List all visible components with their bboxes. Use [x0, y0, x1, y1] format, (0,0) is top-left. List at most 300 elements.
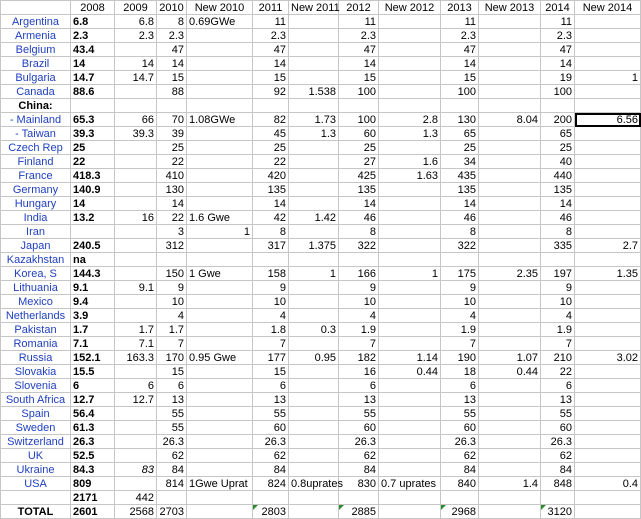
cell-new-2011[interactable]: 1.375	[289, 239, 339, 253]
cell-2011[interactable]	[253, 99, 289, 113]
cell-2012[interactable]: 425	[339, 169, 379, 183]
cell-2008[interactable]: 84.3	[71, 463, 115, 477]
cell-2008[interactable]: 7.1	[71, 337, 115, 351]
cell-new-2013[interactable]	[479, 323, 541, 337]
cell-2014[interactable]: 40	[541, 155, 575, 169]
cell-2008[interactable]: 418.3	[71, 169, 115, 183]
cell-2008[interactable]: 56.4	[71, 407, 115, 421]
cell-new-2011[interactable]: 1	[289, 267, 339, 281]
cell-2014[interactable]: 47	[541, 43, 575, 57]
cell-new-2010[interactable]	[187, 197, 253, 211]
cell-new-2012[interactable]	[379, 379, 441, 393]
cell-new-2010[interactable]	[187, 155, 253, 169]
cell-new-2010[interactable]	[187, 43, 253, 57]
cell-new-2010[interactable]	[187, 309, 253, 323]
cell-2011[interactable]: 15	[253, 71, 289, 85]
cell-2014[interactable]: 440	[541, 169, 575, 183]
cell-2012[interactable]	[339, 99, 379, 113]
cell-new-2012[interactable]: 0.7 uprates	[379, 477, 441, 491]
cell-2010[interactable]: 1.7	[157, 323, 187, 337]
cell-2012[interactable]: 100	[339, 85, 379, 99]
cell-new-2013[interactable]: 0.44	[479, 365, 541, 379]
cell-new-2010[interactable]	[187, 99, 253, 113]
cell-new-2011[interactable]: 0.8uprates	[289, 477, 339, 491]
cell-new-2011[interactable]	[289, 281, 339, 295]
cell-2008[interactable]	[71, 225, 115, 239]
cell-2013[interactable]: 25	[441, 141, 479, 155]
country-cell[interactable]: Belgium	[1, 43, 71, 57]
cell-2009[interactable]	[115, 183, 157, 197]
cell-new-2014[interactable]	[575, 435, 641, 449]
cell-2011[interactable]: 8	[253, 225, 289, 239]
cell-2008[interactable]: 6	[71, 379, 115, 393]
country-cell[interactable]: Spain	[1, 407, 71, 421]
cell-2009[interactable]: 16	[115, 211, 157, 225]
cell-2009[interactable]	[115, 99, 157, 113]
cell-2014[interactable]: 25	[541, 141, 575, 155]
cell-new-2010[interactable]	[187, 407, 253, 421]
country-cell[interactable]: Lithuania	[1, 281, 71, 295]
cell-new-2010[interactable]	[187, 379, 253, 393]
cell-new-2012[interactable]: 1.6	[379, 155, 441, 169]
cell-2008[interactable]: 9.4	[71, 295, 115, 309]
cell-2012[interactable]: 27	[339, 155, 379, 169]
cell-new-2012[interactable]	[379, 421, 441, 435]
cell-new-2010[interactable]	[187, 337, 253, 351]
cell-new-2012[interactable]	[379, 505, 441, 519]
cell-new-2011[interactable]	[289, 197, 339, 211]
cell-2010[interactable]: 13	[157, 393, 187, 407]
cell-2010[interactable]: 55	[157, 407, 187, 421]
column-header-new-2013[interactable]: New 2013	[479, 1, 541, 15]
cell-new-2013[interactable]	[479, 421, 541, 435]
cell-2014[interactable]: 19	[541, 71, 575, 85]
cell-2008[interactable]: 22	[71, 155, 115, 169]
cell-new-2010[interactable]: 1Gwe Uprat	[187, 477, 253, 491]
cell-2013[interactable]: 840	[441, 477, 479, 491]
cell-2010[interactable]: 2.3	[157, 29, 187, 43]
cell-2009[interactable]	[115, 309, 157, 323]
cell-new-2014[interactable]	[575, 15, 641, 29]
cell-new-2012[interactable]	[379, 99, 441, 113]
cell-new-2014[interactable]: 1	[575, 71, 641, 85]
column-header-new-2012[interactable]: New 2012	[379, 1, 441, 15]
cell-new-2013[interactable]	[479, 393, 541, 407]
cell-2014[interactable]	[541, 491, 575, 505]
cell-2013[interactable]: 2.3	[441, 29, 479, 43]
cell-2009[interactable]	[115, 295, 157, 309]
cell-new-2012[interactable]	[379, 393, 441, 407]
cell-new-2014[interactable]	[575, 85, 641, 99]
cell-new-2010[interactable]	[187, 295, 253, 309]
cell-new-2013[interactable]	[479, 197, 541, 211]
cell-new-2013[interactable]	[479, 183, 541, 197]
country-cell[interactable]: Armenia	[1, 29, 71, 43]
cell-new-2013[interactable]	[479, 43, 541, 57]
cell-2013[interactable]: 47	[441, 43, 479, 57]
cell-new-2011[interactable]	[289, 225, 339, 239]
cell-2010[interactable]: 7	[157, 337, 187, 351]
cell-new-2012[interactable]	[379, 183, 441, 197]
cell-2013[interactable]: 34	[441, 155, 479, 169]
cell-new-2011[interactable]	[289, 15, 339, 29]
cell-2012[interactable]: 8	[339, 225, 379, 239]
country-cell[interactable]: Czech Rep	[1, 141, 71, 155]
cell-new-2011[interactable]	[289, 421, 339, 435]
cell-2014[interactable]	[541, 253, 575, 267]
cell-new-2012[interactable]	[379, 197, 441, 211]
cell-2010[interactable]: 88	[157, 85, 187, 99]
cell-2009[interactable]: 9.1	[115, 281, 157, 295]
cell-2010[interactable]: 130	[157, 183, 187, 197]
cell-2011[interactable]: 55	[253, 407, 289, 421]
cell-2010[interactable]: 25	[157, 141, 187, 155]
column-header-new-2011[interactable]: New 2011	[289, 1, 339, 15]
cell-new-2013[interactable]	[479, 127, 541, 141]
cell-new-2013[interactable]	[479, 29, 541, 43]
cell-2008[interactable]: 14	[71, 57, 115, 71]
cell-2009[interactable]	[115, 169, 157, 183]
cell-new-2012[interactable]	[379, 449, 441, 463]
cell-2010[interactable]: 39	[157, 127, 187, 141]
country-cell[interactable]: Canada	[1, 85, 71, 99]
country-cell[interactable]: Ukraine	[1, 463, 71, 477]
column-header-new-2014[interactable]: New 2014	[575, 1, 641, 15]
cell-2013[interactable]: 26.3	[441, 435, 479, 449]
cell-2011[interactable]: 158	[253, 267, 289, 281]
cell-new-2014[interactable]	[575, 337, 641, 351]
cell-new-2011[interactable]	[289, 183, 339, 197]
cell-2014[interactable]: 4	[541, 309, 575, 323]
column-header-2012[interactable]: 2012	[339, 1, 379, 15]
cell-2011[interactable]: 82	[253, 113, 289, 127]
country-cell[interactable]: - Mainland	[1, 113, 71, 127]
cell-2014[interactable]: 13	[541, 393, 575, 407]
cell-2009[interactable]	[115, 421, 157, 435]
cell-2011[interactable]: 26.3	[253, 435, 289, 449]
cell-2014[interactable]: 22	[541, 365, 575, 379]
cell-new-2010[interactable]	[187, 505, 253, 519]
cell-2011[interactable]: 42	[253, 211, 289, 225]
cell-2011[interactable]: 25	[253, 141, 289, 155]
cell-2008[interactable]: 2.3	[71, 29, 115, 43]
country-cell[interactable]: India	[1, 211, 71, 225]
cell-new-2012[interactable]	[379, 29, 441, 43]
cell-2013[interactable]: 435	[441, 169, 479, 183]
cell-new-2013[interactable]	[479, 379, 541, 393]
cell-2010[interactable]: 47	[157, 43, 187, 57]
cell-2008[interactable]: 809	[71, 477, 115, 491]
cell-2010[interactable]: 2703	[157, 505, 187, 519]
cell-2013[interactable]: 65	[441, 127, 479, 141]
cell-2009[interactable]	[115, 435, 157, 449]
cell-2009[interactable]: 2.3	[115, 29, 157, 43]
cell-2008[interactable]: 65.3	[71, 113, 115, 127]
cell-2009[interactable]: 6	[115, 379, 157, 393]
cell-2010[interactable]: 6	[157, 379, 187, 393]
cell-2010[interactable]: 814	[157, 477, 187, 491]
cell-2012[interactable]: 182	[339, 351, 379, 365]
cell-2012[interactable]: 62	[339, 449, 379, 463]
cell-new-2012[interactable]	[379, 57, 441, 71]
cell-2009[interactable]	[115, 155, 157, 169]
cell-2013[interactable]: 8	[441, 225, 479, 239]
cell-new-2010[interactable]: 1.6 Gwe	[187, 211, 253, 225]
country-cell[interactable]: Romania	[1, 337, 71, 351]
cell-new-2012[interactable]: 1.63	[379, 169, 441, 183]
cell-2010[interactable]: 22	[157, 211, 187, 225]
cell-2013[interactable]: 130	[441, 113, 479, 127]
cell-2013[interactable]: 100	[441, 85, 479, 99]
cell-new-2014[interactable]	[575, 463, 641, 477]
cell-new-2012[interactable]	[379, 71, 441, 85]
cell-2012[interactable]: 6	[339, 379, 379, 393]
cell-new-2013[interactable]	[479, 449, 541, 463]
cell-2010[interactable]: 3	[157, 225, 187, 239]
country-cell[interactable]: - Taiwan	[1, 127, 71, 141]
column-header-2011[interactable]: 2011	[253, 1, 289, 15]
cell-2011[interactable]: 60	[253, 421, 289, 435]
cell-new-2010[interactable]	[187, 29, 253, 43]
cell-2008[interactable]: 140.9	[71, 183, 115, 197]
cell-2008[interactable]: 240.5	[71, 239, 115, 253]
cell-2012[interactable]: 322	[339, 239, 379, 253]
cell-new-2014[interactable]	[575, 295, 641, 309]
cell-new-2011[interactable]	[289, 379, 339, 393]
country-cell[interactable]: Brazil	[1, 57, 71, 71]
cell-new-2010[interactable]: 0.95 Gwe	[187, 351, 253, 365]
cell-2008[interactable]: 88.6	[71, 85, 115, 99]
cell-2014[interactable]: 65	[541, 127, 575, 141]
cell-2008[interactable]: 12.7	[71, 393, 115, 407]
country-cell[interactable]: Netherlands	[1, 309, 71, 323]
cell-2013[interactable]: 62	[441, 449, 479, 463]
cell-new-2011[interactable]: 1.3	[289, 127, 339, 141]
cell-2013[interactable]	[441, 99, 479, 113]
cell-2014[interactable]: 14	[541, 197, 575, 211]
country-cell[interactable]: Kazakhstan	[1, 253, 71, 267]
cell-new-2014[interactable]	[575, 253, 641, 267]
cell-new-2012[interactable]	[379, 43, 441, 57]
cell-2008[interactable]	[71, 99, 115, 113]
cell-new-2013[interactable]	[479, 85, 541, 99]
cell-new-2011[interactable]	[289, 463, 339, 477]
cell-2010[interactable]: 14	[157, 57, 187, 71]
cell-2011[interactable]: 4	[253, 309, 289, 323]
cell-2009[interactable]	[115, 43, 157, 57]
cell-new-2012[interactable]	[379, 15, 441, 29]
country-cell[interactable]: Germany	[1, 183, 71, 197]
cell-2012[interactable]: 15	[339, 71, 379, 85]
cell-new-2013[interactable]	[479, 281, 541, 295]
cell-2014[interactable]: 46	[541, 211, 575, 225]
column-header-country[interactable]	[1, 1, 71, 15]
cell-2010[interactable]: 26.3	[157, 435, 187, 449]
cell-2009[interactable]	[115, 477, 157, 491]
cell-2011[interactable]: 47	[253, 43, 289, 57]
cell-new-2011[interactable]: 1.42	[289, 211, 339, 225]
cell-new-2013[interactable]	[479, 155, 541, 169]
cell-new-2010[interactable]	[187, 85, 253, 99]
cell-new-2012[interactable]: 1	[379, 267, 441, 281]
cell-new-2010[interactable]	[187, 435, 253, 449]
cell-2010[interactable]: 22	[157, 155, 187, 169]
cell-2012[interactable]: 100	[339, 113, 379, 127]
cell-new-2010[interactable]	[187, 169, 253, 183]
column-header-new-2010[interactable]: New 2010	[187, 1, 253, 15]
cell-2011[interactable]: 2.3	[253, 29, 289, 43]
cell-new-2011[interactable]	[289, 57, 339, 71]
cell-2013[interactable]: 14	[441, 197, 479, 211]
cell-new-2010[interactable]	[187, 281, 253, 295]
cell-2012[interactable]: 55	[339, 407, 379, 421]
cell-2010[interactable]: 170	[157, 351, 187, 365]
cell-new-2011[interactable]	[289, 29, 339, 43]
cell-2008[interactable]: 6.8	[71, 15, 115, 29]
cell-new-2014[interactable]	[575, 365, 641, 379]
cell-new-2014[interactable]	[575, 99, 641, 113]
cell-2008[interactable]: 61.3	[71, 421, 115, 435]
cell-2008[interactable]: 13.2	[71, 211, 115, 225]
cell-2014[interactable]: 14	[541, 57, 575, 71]
cell-new-2012[interactable]: 1.14	[379, 351, 441, 365]
cell-new-2010[interactable]: 1.08GWe	[187, 113, 253, 127]
cell-2010[interactable]: 10	[157, 295, 187, 309]
cell-2010[interactable]: 312	[157, 239, 187, 253]
cell-new-2011[interactable]	[289, 365, 339, 379]
cell-2012[interactable]: 16	[339, 365, 379, 379]
cell-2009[interactable]: 6.8	[115, 15, 157, 29]
country-cell[interactable]: Sweden	[1, 421, 71, 435]
cell-2011[interactable]: 92	[253, 85, 289, 99]
cell-new-2014[interactable]	[575, 323, 641, 337]
cell-new-2014[interactable]: 3.02	[575, 351, 641, 365]
cell-2012[interactable]	[339, 253, 379, 267]
cell-new-2012[interactable]	[379, 309, 441, 323]
cell-2012[interactable]: 46	[339, 211, 379, 225]
cell-new-2014[interactable]	[575, 393, 641, 407]
cell-new-2012[interactable]	[379, 491, 441, 505]
cell-2012[interactable]: 60	[339, 127, 379, 141]
cell-2013[interactable]: 9	[441, 281, 479, 295]
column-header-2014[interactable]: 2014	[541, 1, 575, 15]
cell-2012[interactable]: 25	[339, 141, 379, 155]
cell-new-2012[interactable]: 2.8	[379, 113, 441, 127]
cell-2013[interactable]: 175	[441, 267, 479, 281]
cell-new-2011[interactable]	[289, 141, 339, 155]
cell-2010[interactable]: 150	[157, 267, 187, 281]
cell-2012[interactable]: 135	[339, 183, 379, 197]
cell-new-2010[interactable]	[187, 365, 253, 379]
cell-new-2013[interactable]	[479, 15, 541, 29]
country-cell[interactable]: Slovakia	[1, 365, 71, 379]
cell-new-2013[interactable]	[479, 169, 541, 183]
cell-2014[interactable]: 197	[541, 267, 575, 281]
cell-new-2010[interactable]	[187, 323, 253, 337]
cell-2009[interactable]	[115, 197, 157, 211]
cell-new-2014[interactable]	[575, 141, 641, 155]
cell-2014[interactable]: 200	[541, 113, 575, 127]
cell-2014[interactable]: 100	[541, 85, 575, 99]
cell-new-2013[interactable]	[479, 141, 541, 155]
cell-new-2013[interactable]	[479, 211, 541, 225]
cell-2011[interactable]: 824	[253, 477, 289, 491]
cell-new-2010[interactable]: 0.69GWe	[187, 15, 253, 29]
cell-new-2010[interactable]	[187, 253, 253, 267]
cell-2011[interactable]	[253, 491, 289, 505]
cell-new-2011[interactable]	[289, 309, 339, 323]
cell-new-2013[interactable]	[479, 337, 541, 351]
cell-new-2014[interactable]: 6.56	[575, 113, 641, 127]
cell-new-2012[interactable]	[379, 337, 441, 351]
country-cell[interactable]: Slovenia	[1, 379, 71, 393]
cell-2009[interactable]: 7.1	[115, 337, 157, 351]
column-header-2010[interactable]: 2010	[157, 1, 187, 15]
column-header-2009[interactable]: 2009	[115, 1, 157, 15]
cell-new-2013[interactable]	[479, 253, 541, 267]
cell-2013[interactable]: 10	[441, 295, 479, 309]
cell-2014[interactable]: 210	[541, 351, 575, 365]
cell-2009[interactable]: 442	[115, 491, 157, 505]
cell-2008[interactable]: 14	[71, 197, 115, 211]
cell-2014[interactable]: 9	[541, 281, 575, 295]
cell-2012[interactable]: 9	[339, 281, 379, 295]
country-cell[interactable]: South Africa	[1, 393, 71, 407]
cell-new-2011[interactable]	[289, 435, 339, 449]
cell-2011[interactable]: 177	[253, 351, 289, 365]
cell-new-2010[interactable]	[187, 71, 253, 85]
cell-2008[interactable]: 3.9	[71, 309, 115, 323]
cell-2013[interactable]	[441, 253, 479, 267]
cell-new-2011[interactable]	[289, 337, 339, 351]
cell-2012[interactable]: 47	[339, 43, 379, 57]
cell-new-2011[interactable]	[289, 449, 339, 463]
cell-2008[interactable]: 2601	[71, 505, 115, 519]
cell-new-2010[interactable]: 1 Gwe	[187, 267, 253, 281]
cell-2011[interactable]: 45	[253, 127, 289, 141]
cell-2013[interactable]: 190	[441, 351, 479, 365]
cell-new-2014[interactable]	[575, 57, 641, 71]
cell-new-2010[interactable]	[187, 57, 253, 71]
cell-2014[interactable]: 11	[541, 15, 575, 29]
country-cell[interactable]: Hungary	[1, 197, 71, 211]
cell-2013[interactable]: 135	[441, 183, 479, 197]
cell-new-2010[interactable]	[187, 421, 253, 435]
cell-new-2014[interactable]	[575, 197, 641, 211]
cell-2009[interactable]: 14	[115, 57, 157, 71]
cell-new-2014[interactable]	[575, 309, 641, 323]
cell-new-2014[interactable]	[575, 211, 641, 225]
cell-2011[interactable]: 6	[253, 379, 289, 393]
cell-new-2013[interactable]	[479, 57, 541, 71]
cell-2013[interactable]: 11	[441, 15, 479, 29]
cell-2010[interactable]	[157, 491, 187, 505]
cell-new-2010[interactable]	[187, 239, 253, 253]
cell-new-2011[interactable]	[289, 295, 339, 309]
cell-2014[interactable]: 84	[541, 463, 575, 477]
cell-new-2014[interactable]	[575, 505, 641, 519]
cell-new-2012[interactable]	[379, 435, 441, 449]
cell-new-2013[interactable]: 1.4	[479, 477, 541, 491]
cell-new-2013[interactable]: 2.35	[479, 267, 541, 281]
cell-2012[interactable]: 1.9	[339, 323, 379, 337]
cell-new-2014[interactable]	[575, 29, 641, 43]
cell-2008[interactable]: 15.5	[71, 365, 115, 379]
cell-2013[interactable]: 14	[441, 57, 479, 71]
cell-2009[interactable]	[115, 225, 157, 239]
cell-2009[interactable]: 12.7	[115, 393, 157, 407]
cell-new-2011[interactable]: 0.3	[289, 323, 339, 337]
